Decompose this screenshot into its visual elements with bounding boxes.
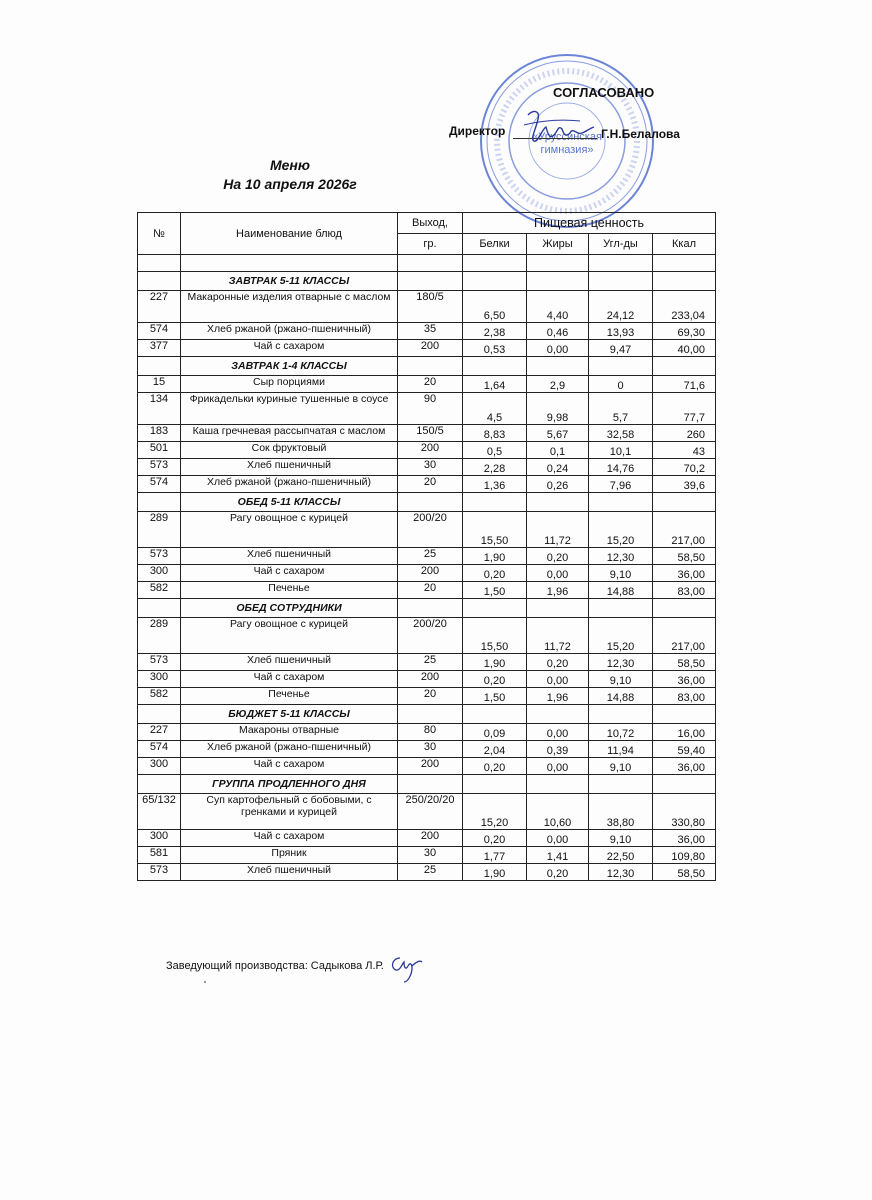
dish-fat: 0,00 xyxy=(527,758,589,775)
dish-protein: 0,20 xyxy=(463,758,527,775)
table-row xyxy=(138,476,716,493)
table-row xyxy=(138,582,716,599)
dish-name: Пряник xyxy=(181,847,398,864)
dish-name: Рагу овощное с курицей xyxy=(181,618,398,654)
dish-number: 289 xyxy=(138,512,181,548)
section-title: ОБЕД 5-11 КЛАССЫ xyxy=(181,493,398,512)
dish-output: 200 xyxy=(398,565,463,582)
dish-fat: 11,72 xyxy=(527,512,589,548)
approval-label: СОГЛАСОВАНО xyxy=(553,85,655,100)
dish-number: 300 xyxy=(138,758,181,775)
dish-number: 573 xyxy=(138,548,181,565)
dish-fat: 0,20 xyxy=(527,654,589,671)
dish-carbs: 7,96 xyxy=(589,476,653,493)
dish-carbs: 11,94 xyxy=(589,741,653,758)
dish-output: 25 xyxy=(398,548,463,565)
dish-fat: 0,00 xyxy=(527,830,589,847)
section-row xyxy=(138,493,716,512)
dish-carbs: 9,10 xyxy=(589,758,653,775)
dish-name: Чай с сахаром xyxy=(181,830,398,847)
dish-fat: 1,41 xyxy=(527,847,589,864)
dish-kcal: 83,00 xyxy=(653,582,716,599)
table-row xyxy=(138,425,716,442)
scan-speck xyxy=(204,981,206,983)
dish-number: 227 xyxy=(138,724,181,741)
stamp-text-2: гимназия» xyxy=(540,144,594,156)
dish-fat: 0,00 xyxy=(527,671,589,688)
manager-signature xyxy=(386,952,426,984)
dish-number: 65/132 xyxy=(138,794,181,830)
dish-fat: 0,46 xyxy=(527,323,589,340)
dish-protein: 1,50 xyxy=(463,688,527,705)
dish-fat: 4,40 xyxy=(527,291,589,323)
dish-protein: 0,20 xyxy=(463,565,527,582)
dish-fat: 10,60 xyxy=(527,794,589,830)
dish-number: 377 xyxy=(138,340,181,357)
dish-kcal: 59,40 xyxy=(653,741,716,758)
dish-name: Каша гречневая рассыпчатая с маслом xyxy=(181,425,398,442)
dish-name: Рагу овощное с курицей xyxy=(181,512,398,548)
dish-protein: 6,50 xyxy=(463,291,527,323)
dish-kcal: 36,00 xyxy=(653,758,716,775)
dish-output: 20 xyxy=(398,376,463,393)
dish-name: Чай с сахаром xyxy=(181,671,398,688)
dish-name: Фрикадельки куриные тушенные в соусе xyxy=(181,393,398,425)
dish-fat: 9,98 xyxy=(527,393,589,425)
footer-manager: Заведующий производства: Садыкова Л.Р. xyxy=(166,960,384,972)
dish-output: 90 xyxy=(398,393,463,425)
dish-protein: 2,04 xyxy=(463,741,527,758)
table-row xyxy=(138,459,716,476)
dish-output: 20 xyxy=(398,476,463,493)
stamp-text-1: «Уруссинская xyxy=(532,131,602,143)
page-title xyxy=(215,156,365,194)
dish-carbs: 5,7 xyxy=(589,393,653,425)
dish-output: 20 xyxy=(398,688,463,705)
dish-carbs: 10,1 xyxy=(589,442,653,459)
dish-number: 183 xyxy=(138,425,181,442)
dish-name: Печенье xyxy=(181,582,398,599)
dish-name: Сыр порциями xyxy=(181,376,398,393)
dish-output: 30 xyxy=(398,741,463,758)
dish-output: 20 xyxy=(398,582,463,599)
dish-number: 582 xyxy=(138,582,181,599)
dish-fat: 0,39 xyxy=(527,741,589,758)
dish-fat: 0,24 xyxy=(527,459,589,476)
dish-output: 25 xyxy=(398,864,463,881)
dish-fat: 11,72 xyxy=(527,618,589,654)
section-row xyxy=(138,272,716,291)
dish-carbs: 10,72 xyxy=(589,724,653,741)
dish-number: 300 xyxy=(138,565,181,582)
dish-name: Чай с сахаром xyxy=(181,340,398,357)
dish-number: 289 xyxy=(138,618,181,654)
header-no: № xyxy=(138,213,181,255)
dish-protein: 8,83 xyxy=(463,425,527,442)
dish-protein: 2,38 xyxy=(463,323,527,340)
dish-kcal: 77,7 xyxy=(653,393,716,425)
dish-output: 200 xyxy=(398,830,463,847)
dish-protein: 15,50 xyxy=(463,512,527,548)
dish-kcal: 330,80 xyxy=(653,794,716,830)
dish-protein: 1,36 xyxy=(463,476,527,493)
dish-carbs: 14,88 xyxy=(589,688,653,705)
dish-name: Хлеб ржаной (ржано-пшеничный) xyxy=(181,476,398,493)
dish-carbs: 12,30 xyxy=(589,548,653,565)
dish-kcal: 217,00 xyxy=(653,512,716,548)
table-row xyxy=(138,548,716,565)
dish-number: 501 xyxy=(138,442,181,459)
dish-carbs: 22,50 xyxy=(589,847,653,864)
table-row xyxy=(138,830,716,847)
dish-name: Макароны отварные xyxy=(181,724,398,741)
dish-fat: 1,96 xyxy=(527,582,589,599)
dish-name: Печенье xyxy=(181,688,398,705)
dish-carbs: 38,80 xyxy=(589,794,653,830)
dish-output: 200 xyxy=(398,442,463,459)
dish-output: 200 xyxy=(398,758,463,775)
dish-number: 574 xyxy=(138,323,181,340)
title-line-1: Меню xyxy=(269,157,310,173)
section-title: ЗАВТРАК 1-4 КЛАССЫ xyxy=(181,357,398,376)
dish-protein: 1,90 xyxy=(463,654,527,671)
table-row xyxy=(138,512,716,548)
table-row xyxy=(138,864,716,881)
dish-fat: 0,20 xyxy=(527,548,589,565)
dish-kcal: 40,00 xyxy=(653,340,716,357)
dish-name: Хлеб пшеничный xyxy=(181,654,398,671)
dish-kcal: 16,00 xyxy=(653,724,716,741)
dish-output: 250/20/20 xyxy=(398,794,463,830)
dish-carbs: 15,20 xyxy=(589,618,653,654)
dish-protein: 1,77 xyxy=(463,847,527,864)
dish-number: 227 xyxy=(138,291,181,323)
section-row xyxy=(138,775,716,794)
dish-name: Чай с сахаром xyxy=(181,565,398,582)
dish-output: 30 xyxy=(398,459,463,476)
table-row xyxy=(138,291,716,323)
dish-fat: 0,00 xyxy=(527,565,589,582)
dish-carbs: 14,88 xyxy=(589,582,653,599)
dish-protein: 0,5 xyxy=(463,442,527,459)
dish-name: Макаронные изделия отварные с маслом xyxy=(181,291,398,323)
dish-protein: 0,09 xyxy=(463,724,527,741)
dish-carbs: 32,58 xyxy=(589,425,653,442)
header-output: Выход, xyxy=(398,213,463,234)
table-row xyxy=(138,671,716,688)
table-row xyxy=(138,565,716,582)
dish-kcal: 39,6 xyxy=(653,476,716,493)
dish-number: 574 xyxy=(138,741,181,758)
dish-number: 582 xyxy=(138,688,181,705)
section-title: ГРУППА ПРОДЛЕННОГО ДНЯ xyxy=(181,775,398,794)
dish-output: 200/20 xyxy=(398,618,463,654)
header-fat: Жиры xyxy=(527,234,589,255)
table-row xyxy=(138,376,716,393)
dish-number: 15 xyxy=(138,376,181,393)
dish-fat: 0,26 xyxy=(527,476,589,493)
dish-output: 200/20 xyxy=(398,512,463,548)
dish-protein: 0,53 xyxy=(463,340,527,357)
dish-carbs: 0 xyxy=(589,376,653,393)
dish-protein: 1,64 xyxy=(463,376,527,393)
dish-kcal: 260 xyxy=(653,425,716,442)
dish-number: 574 xyxy=(138,476,181,493)
dish-carbs: 12,30 xyxy=(589,654,653,671)
dish-number: 573 xyxy=(138,654,181,671)
dish-kcal: 58,50 xyxy=(653,864,716,881)
dish-fat: 0,20 xyxy=(527,864,589,881)
dish-kcal: 70,2 xyxy=(653,459,716,476)
dish-kcal: 109,80 xyxy=(653,847,716,864)
menu-body xyxy=(138,272,716,881)
table-row xyxy=(138,688,716,705)
dish-protein: 1,90 xyxy=(463,864,527,881)
director-label: Директор xyxy=(449,124,506,138)
title-line-2: На 10 апреля 2026г xyxy=(223,176,357,192)
dish-protein: 4,5 xyxy=(463,393,527,425)
table-row xyxy=(138,847,716,864)
dish-carbs: 13,93 xyxy=(589,323,653,340)
table-row xyxy=(138,323,716,340)
dish-carbs: 24,12 xyxy=(589,291,653,323)
dish-output: 35 xyxy=(398,323,463,340)
dish-carbs: 9,10 xyxy=(589,830,653,847)
dish-kcal: 58,50 xyxy=(653,654,716,671)
dish-output: 80 xyxy=(398,724,463,741)
dish-carbs: 14,76 xyxy=(589,459,653,476)
dish-name: Хлеб пшеничный xyxy=(181,459,398,476)
dish-protein: 1,90 xyxy=(463,548,527,565)
dish-carbs: 12,30 xyxy=(589,864,653,881)
dish-carbs: 9,10 xyxy=(589,565,653,582)
table-row xyxy=(138,741,716,758)
dish-output: 25 xyxy=(398,654,463,671)
dish-carbs: 15,20 xyxy=(589,512,653,548)
dish-protein: 0,20 xyxy=(463,671,527,688)
dish-carbs: 9,47 xyxy=(589,340,653,357)
dish-number: 581 xyxy=(138,847,181,864)
dish-kcal: 58,50 xyxy=(653,548,716,565)
dish-protein: 0,20 xyxy=(463,830,527,847)
dish-output: 200 xyxy=(398,340,463,357)
dish-protein: 1,50 xyxy=(463,582,527,599)
dish-fat: 0,00 xyxy=(527,340,589,357)
section-row xyxy=(138,357,716,376)
dish-kcal: 43 xyxy=(653,442,716,459)
dish-carbs: 9,10 xyxy=(589,671,653,688)
dish-kcal: 233,04 xyxy=(653,291,716,323)
header-nutrition: Пищевая ценность xyxy=(463,213,716,234)
table-row xyxy=(138,340,716,357)
dish-protein: 2,28 xyxy=(463,459,527,476)
dish-name: Сок фруктовый xyxy=(181,442,398,459)
dish-name: Суп картофельный с бобовыми, с гренками и курицей xyxy=(181,794,398,830)
dish-fat: 2,9 xyxy=(527,376,589,393)
dish-number: 573 xyxy=(138,459,181,476)
section-row xyxy=(138,599,716,618)
dish-number: 134 xyxy=(138,393,181,425)
table-row xyxy=(138,654,716,671)
dish-kcal: 83,00 xyxy=(653,688,716,705)
dish-fat: 0,00 xyxy=(527,724,589,741)
director-signature xyxy=(520,105,600,149)
dish-kcal: 217,00 xyxy=(653,618,716,654)
dish-kcal: 71,6 xyxy=(653,376,716,393)
dish-fat: 0,1 xyxy=(527,442,589,459)
header-kcal: Ккал xyxy=(653,234,716,255)
dish-protein: 15,20 xyxy=(463,794,527,830)
dish-name: Хлеб пшеничный xyxy=(181,864,398,881)
table-row xyxy=(138,442,716,459)
dish-number: 573 xyxy=(138,864,181,881)
dish-kcal: 36,00 xyxy=(653,830,716,847)
dish-kcal: 36,00 xyxy=(653,565,716,582)
dish-output: 180/5 xyxy=(398,291,463,323)
table-row xyxy=(138,758,716,775)
dish-name: Чай с сахаром xyxy=(181,758,398,775)
dish-output: 150/5 xyxy=(398,425,463,442)
dish-output: 200 xyxy=(398,671,463,688)
section-title: БЮДЖЕТ 5-11 КЛАССЫ xyxy=(181,705,398,724)
table-row xyxy=(138,724,716,741)
dish-name: Хлеб пшеничный xyxy=(181,548,398,565)
dish-output: 30 xyxy=(398,847,463,864)
header-carbs: Угл-ды xyxy=(589,234,653,255)
director-name: Г.Н.Белалова xyxy=(601,127,680,141)
dish-protein: 15,50 xyxy=(463,618,527,654)
menu-table xyxy=(137,212,716,881)
dish-kcal: 69,30 xyxy=(653,323,716,340)
dish-number: 300 xyxy=(138,830,181,847)
table-row xyxy=(138,393,716,425)
dish-fat: 5,67 xyxy=(527,425,589,442)
dish-name: Хлеб ржаной (ржано-пшеничный) xyxy=(181,323,398,340)
header-name: Наименование блюд xyxy=(181,213,398,255)
dish-fat: 1,96 xyxy=(527,688,589,705)
header-output-unit: гр. xyxy=(398,234,463,255)
table-row xyxy=(138,794,716,830)
dish-kcal: 36,00 xyxy=(653,671,716,688)
dish-name: Хлеб ржаной (ржано-пшеничный) xyxy=(181,741,398,758)
section-title: ОБЕД СОТРУДНИКИ xyxy=(181,599,398,618)
section-row xyxy=(138,705,716,724)
dish-number: 300 xyxy=(138,671,181,688)
header-protein: Белки xyxy=(463,234,527,255)
section-title: ЗАВТРАК 5-11 КЛАССЫ xyxy=(181,272,398,291)
table-row xyxy=(138,618,716,654)
